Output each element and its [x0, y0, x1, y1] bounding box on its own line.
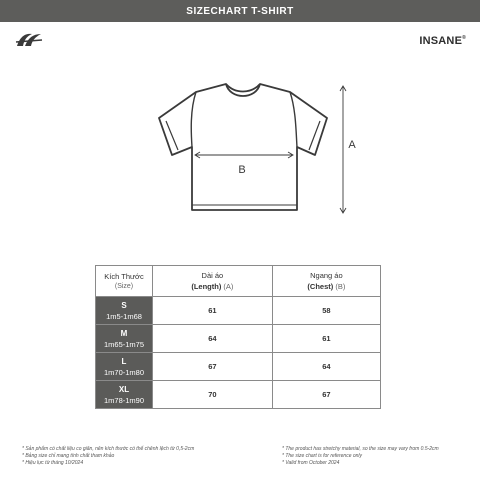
- size-cell: S 1m5-1m68: [96, 297, 153, 325]
- note-line: * Hiệu lực từ tháng 10/2024: [22, 460, 84, 466]
- chest-cell: 64: [272, 353, 380, 381]
- note-line: * The size chart is for reference only: [282, 453, 363, 459]
- size-table-header: [96, 266, 381, 297]
- size-table: [95, 265, 381, 409]
- note-line: * Bảng size chỉ mang tính chất tham khảo: [22, 453, 115, 459]
- title-bar: [0, 0, 480, 22]
- tshirt-outline: [159, 84, 327, 210]
- table-row: [96, 325, 381, 353]
- tshirt-diagram: [150, 78, 370, 218]
- sleeve-seam-left: [191, 92, 196, 147]
- length-cell: 67: [153, 353, 273, 381]
- header-length: Dài áo (Length) (A): [153, 266, 273, 297]
- header-size: Kích Thước (Size): [96, 266, 153, 297]
- table-row: [96, 353, 381, 381]
- notes-english: [282, 446, 439, 467]
- brand-monogram-icon: [14, 30, 44, 50]
- header-chest: Ngang áo (Chest) (B): [272, 266, 380, 297]
- chest-cell: 58: [272, 297, 380, 325]
- length-cell: 64: [153, 325, 273, 353]
- table-row: [96, 297, 381, 325]
- notes-vietnamese: [22, 446, 194, 467]
- length-cell: 70: [153, 381, 273, 409]
- chest-cell: 67: [272, 381, 380, 409]
- collar-line: [226, 84, 260, 96]
- size-cell: XL 1m78-1m90: [96, 381, 153, 409]
- measure-a-label: A: [348, 139, 356, 151]
- note-line: * Valid from October 2024: [282, 460, 340, 466]
- note-line: * Sản phẩm có chất liệu co giãn, nên kích thước có thể chênh lệch từ 0,5-2cm: [22, 446, 195, 452]
- note-line: * The product has stretchy material, so the size may vary from 0.5-2cm: [282, 446, 439, 452]
- size-cell: M 1m65-1m75: [96, 325, 153, 353]
- page-title: SIZECHART T-SHIRT: [186, 5, 294, 17]
- brand-name: INSANE®: [419, 35, 466, 47]
- measure-b-label: B: [238, 164, 246, 176]
- length-cell: 61: [153, 297, 273, 325]
- table-row: [96, 381, 381, 409]
- size-cell: L 1m70-1m80: [96, 353, 153, 381]
- sleeve-seam-right: [290, 92, 297, 147]
- chest-cell: 61: [272, 325, 380, 353]
